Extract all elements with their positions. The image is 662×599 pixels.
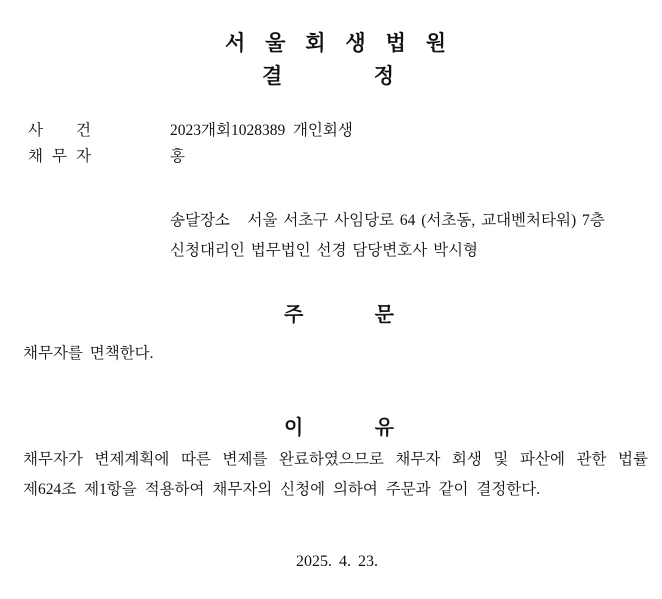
order-body-text: 채무자를 면책한다. <box>23 345 154 362</box>
reason-section-heading: 이 유 <box>284 417 394 439</box>
debtor-name-value: 홍 <box>170 148 185 165</box>
case-number-label: 사 건 <box>28 122 91 139</box>
reason-text-line-2: 제624조 제1항을 적용하여 채무자의 신청에 의하여 주문과 같이 결정한다. <box>23 481 541 498</box>
debtor-label: 채 무 자 <box>28 148 91 165</box>
reason-text-line-1: 채무자가 변제계획에 따른 변제를 완료하였으므로 채무자 회생 및 파산에 관한 법률 <box>23 451 648 468</box>
decision-title: 결 정 <box>262 64 394 88</box>
service-address-line: 송달장소 서울 서초구 사임당로 64 (서초동, 교대벤처타워) 7층 <box>170 212 605 229</box>
attorney-line: 신청대리인 법무법인 선경 담당변호사 박시형 <box>170 242 478 259</box>
case-number-value: 2023개회1028389 개인회생 <box>170 122 353 139</box>
court-name-title: 서 울 회 생 법 원 <box>225 31 447 55</box>
order-section-heading: 주 문 <box>284 304 394 326</box>
decision-date: 2025. 4. 23. <box>296 553 378 570</box>
